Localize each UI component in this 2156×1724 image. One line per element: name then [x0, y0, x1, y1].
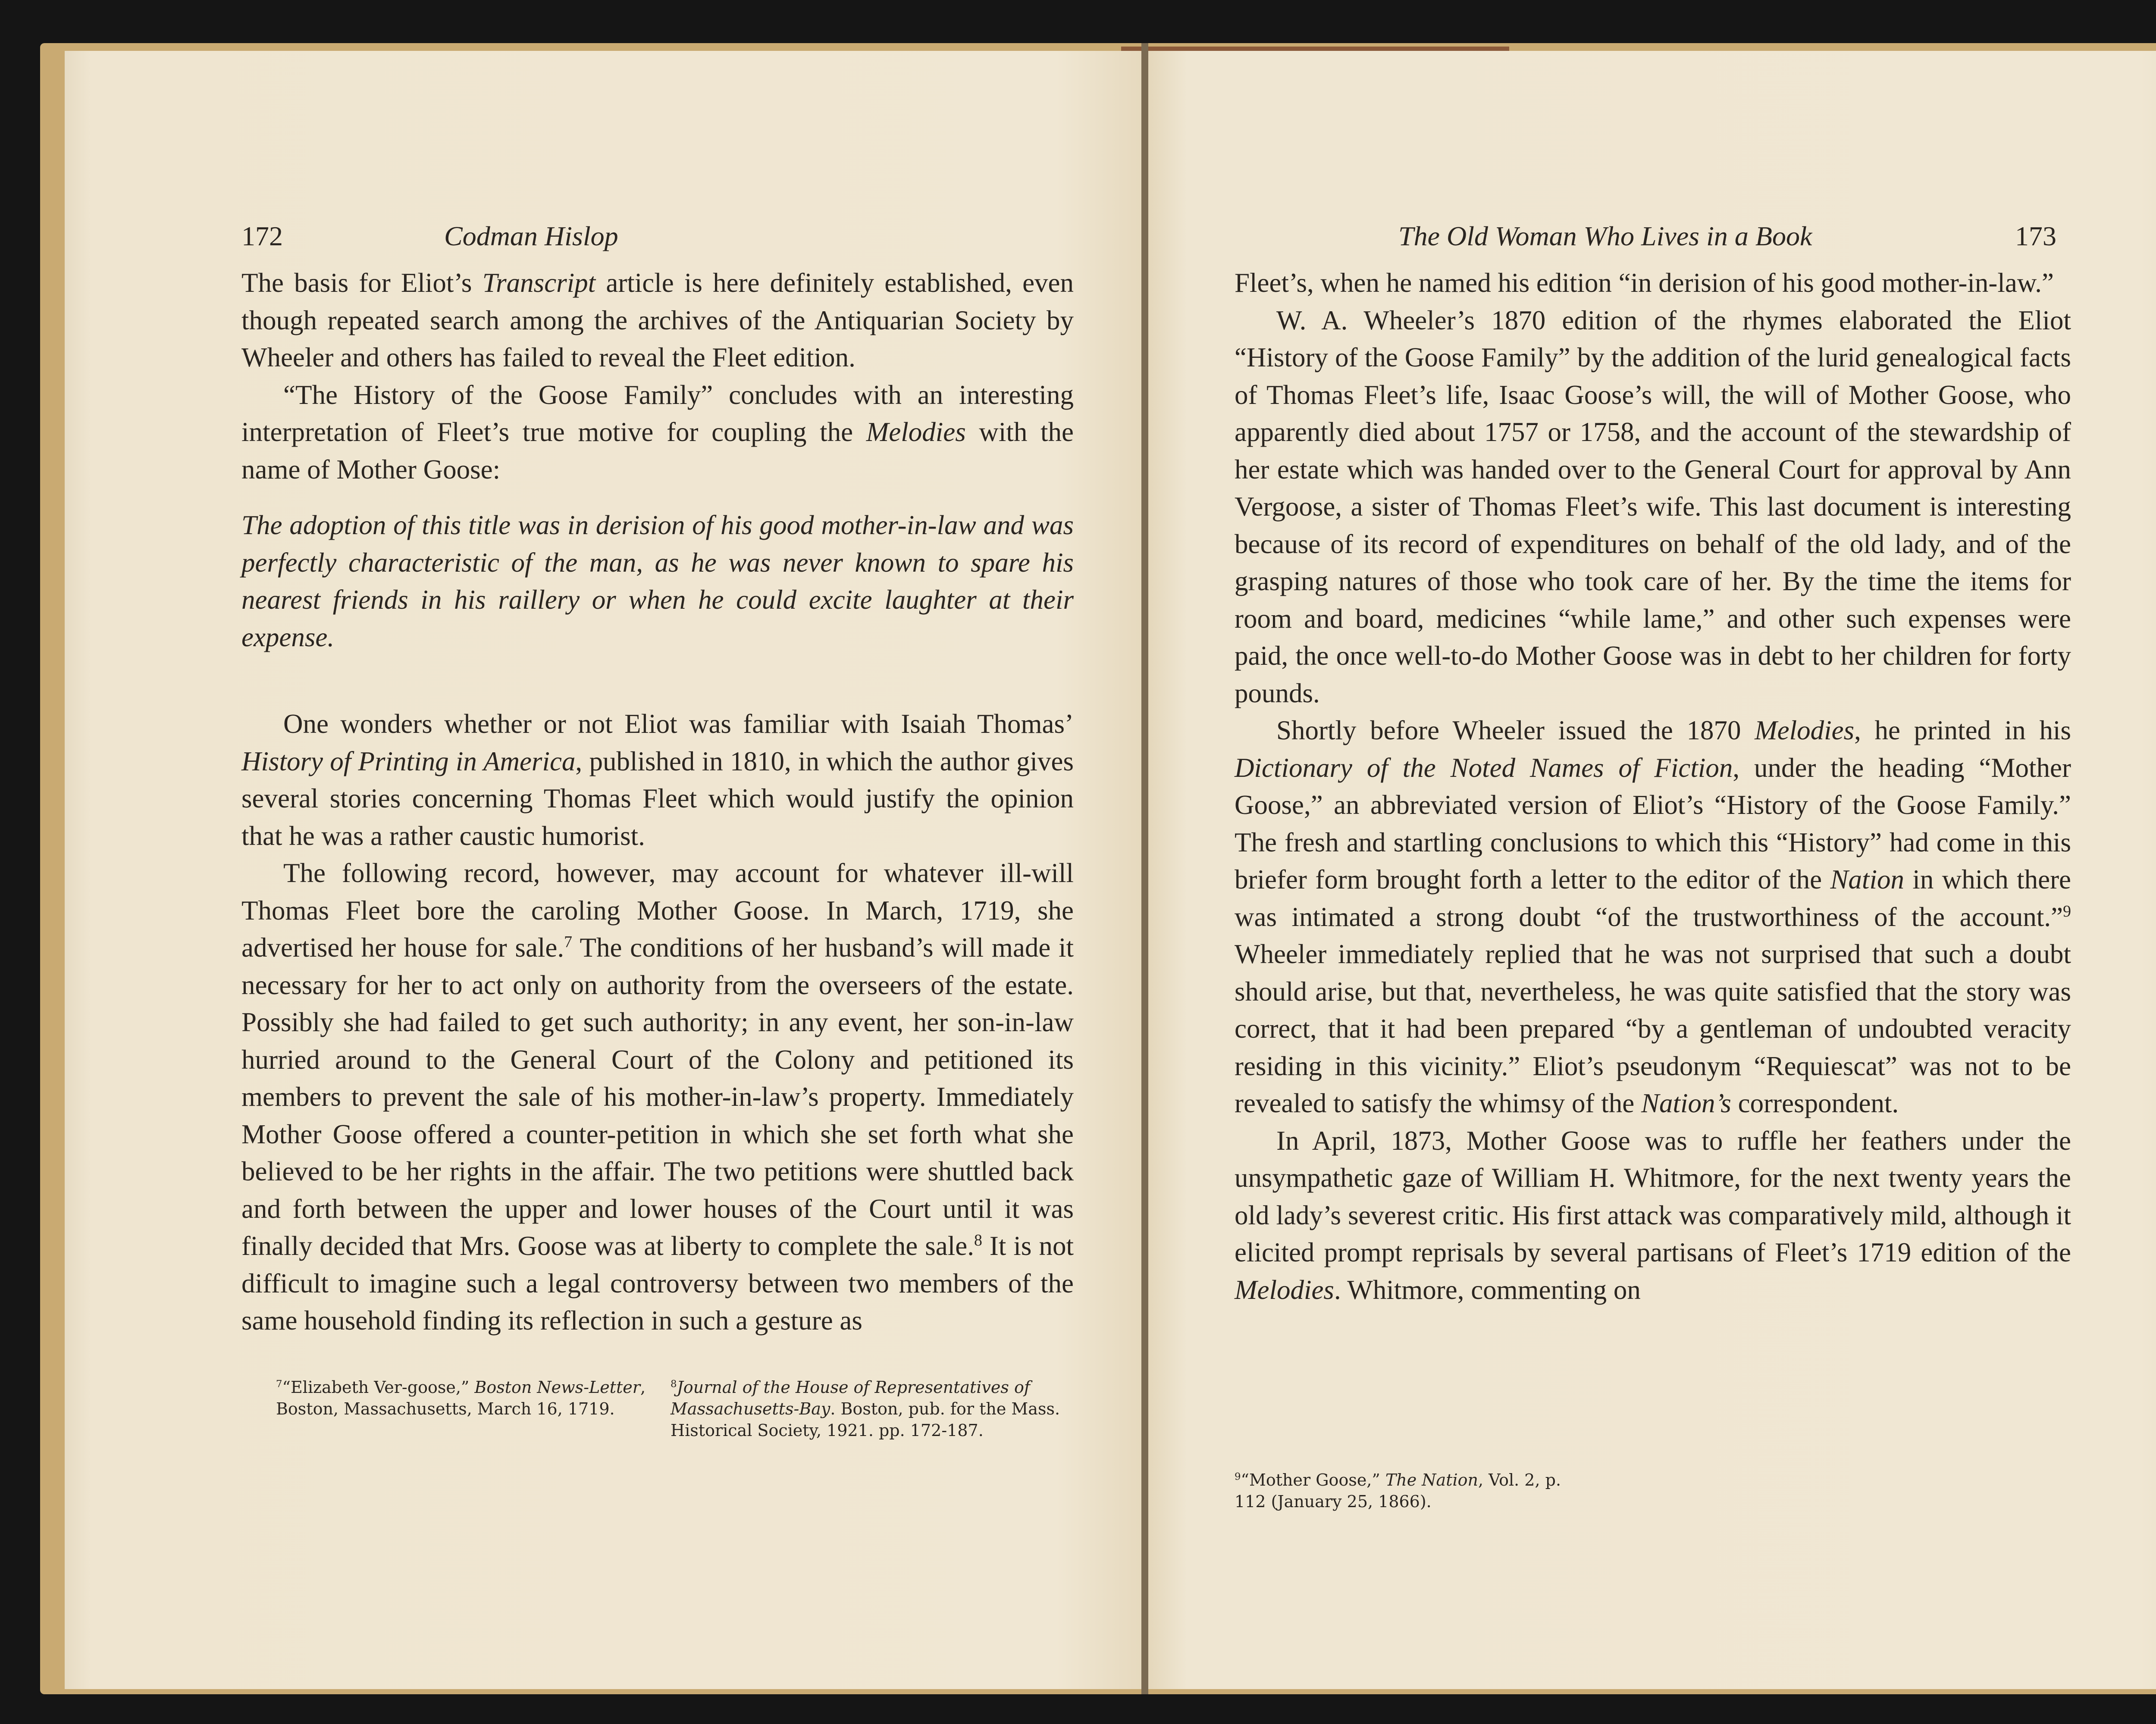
italic-text: Melodies	[866, 417, 966, 447]
right-body-text	[1235, 264, 2071, 1308]
footnote-number: 7	[276, 1378, 282, 1390]
right-page	[1148, 51, 2156, 1689]
left-footnotes	[65, 1377, 1141, 1484]
paragraph: Fleet’s, when he named his edition “in derision of his good mother-in-law.”	[1235, 268, 2054, 298]
footnote-reference: 8	[974, 1231, 982, 1249]
book-gutter	[1141, 43, 1148, 1694]
paragraph: “The History of the Goose Family” concludes with an interesting interpretation of Fleet’s true motive for coupling the Melodies with the name of Mother Goose:	[241, 379, 1074, 485]
right-footnotes	[1148, 1469, 2156, 1521]
italic-text: The Nation	[1385, 1471, 1478, 1489]
left-page	[65, 51, 1141, 1689]
paragraph: W. A. Wheeler’s 1870 edition of the rhymes elaborated the Eliot “History of the Goose Family” by the addition of the lurid genealogical facts of Thomas Fleet’s life, Isaac Goose’s will, the will of Mother Goose, who apparently died about 1757 or 1758, and the account of the stewardship of her estate which was handed over to the General Court for approval by Ann Vergoose, a sister of Thomas Fleet’s wife. This last document is interesting because of its record of expenditures on behalf of the old lady, and of the grasping natures of those who took care of her. By the time the items for room and board, medicines “while lame,” and other such expenses were paid, the once well-to-do Mother Goose was in debt to her children for forty pounds.	[1235, 305, 2071, 708]
italic-text: Journal of the House of Representatives of Massachusetts-Bay	[671, 1378, 1030, 1418]
paragraph: The following record, however, may account for whatever ill-will Thomas Fleet bore the caroling Mother Goose. In March, 1719, she advertised her house for sale.$^7$ The conditions of her husband’s will made it necessary for her to act only on authority from the overseers of the estate. Possibly she had failed to get such authority; in any event, her son-in-law hurried around to the General Court of the Colony and petitioned its members to prevent the sale of his mother-in-law’s property. Immediately Mother Goose offered a counter-petition in which she set forth what she believed to be her rights in the affair. The two petitions were shuttled back and forth between the upper and lower houses of the Court until it was finally decided that Mrs. Goose was at liberty to complete the sale.$^8$ It is not difficult to imagine such a legal controversy between two members of the same household finding its reflection in such a gesture as	[241, 858, 1074, 1336]
italic-text: Nation’s	[1641, 1088, 1731, 1118]
page-number: 173	[2015, 221, 2056, 251]
italic-text: Dictionary of the Noted Names of Fiction	[1235, 752, 1733, 783]
running-head-title: Codman Hislop	[444, 221, 618, 251]
paragraph: Shortly before Wheeler issued the 1870 Melodies, he printed in his Dictionary of the Noted Names of Fiction, under the heading “Mother Goose,” an abbreviated version of Eliot’s “History of the Goose Family.” The fresh and startling conclusions to which this “History” had come in this briefer form brought forth a letter to the editor of the Nation in which there was intimated a strong doubt “of the trustworthiness of the account.”$^9$ Wheeler immediately replied that he was not surprised that such a doubt should arise, but that, nevertheless, he was quite satisfied that the story was correct, that it had been prepared “by a gentleman of undoubted veracity residing in this vicinity.” Eliot’s pseudonym “Requiescat” was not to be revealed to satisfy the whimsy of the Nation’s correspondent.	[1235, 715, 2071, 1118]
page-number: 172	[241, 221, 283, 251]
footnote: $^7$“Elizabeth Ver-goose,” Boston News-Letter, Boston, Massachusetts, March 16, 1719.	[276, 1378, 646, 1418]
italic-text: Melodies	[1755, 715, 1855, 745]
paragraph: In April, 1873, Mother Goose was to ruffle her feathers under the unsympathetic gaze of William H. Whitmore, for the next twenty years the old lady’s severest critic. His first attack was comparatively mild, although it elicited prompt reprisals by several partisans of Fleet’s 1719 edition of the Melodies. Whitmore, commenting on	[1235, 1125, 2071, 1305]
block-quote: The adoption of this title was in derision of his good mother-in-law and was perfectly characteristic of the man, as he was never known to spare his nearest friends in his raillery or when he could excite laughter at their expense.	[241, 510, 1074, 652]
footnote-number: 9	[1235, 1471, 1241, 1483]
italic-text: Boston News-Letter	[474, 1378, 640, 1397]
italic-text: History of Printing in America	[241, 746, 576, 776]
paragraph: One wonders whether or not Eliot was familiar with Isaiah Thomas’ History of Printing in America, published in 1810, in which the author gives several stories concerning Thomas Fleet which would justify the opinion that he was a rather caustic humorist.	[241, 709, 1074, 851]
left-body-text	[241, 264, 1074, 1339]
left-running-head	[241, 219, 1104, 253]
right-running-head	[1398, 219, 2131, 253]
footnote: $^8$Journal of the House of Representatives of Massachusetts-Bay. Boston, pub. for the Mass. Historical Society, 1921. pp. 172-187.	[671, 1378, 1060, 1440]
italic-text: Transcript	[482, 268, 596, 298]
paragraph: The basis for Eliot’s Transcript article is here definitely established, even though repeated search among the archives of the Antiquarian Society by Wheeler and others has failed to reveal the Fleet edition.	[241, 268, 1074, 372]
italic-text: Melodies	[1235, 1274, 1334, 1305]
footnote-reference: 9	[2063, 902, 2071, 920]
footnote-number: 8	[671, 1378, 677, 1390]
italic-text: Nation	[1830, 864, 1905, 895]
footnote-reference: 7	[564, 933, 573, 951]
footnote: $^9$“Mother Goose,” The Nation, Vol. 2, p. 112 (January 25, 1866).	[1235, 1471, 1561, 1511]
running-head-title: The Old Woman Who Lives in a Book	[1398, 221, 1812, 251]
